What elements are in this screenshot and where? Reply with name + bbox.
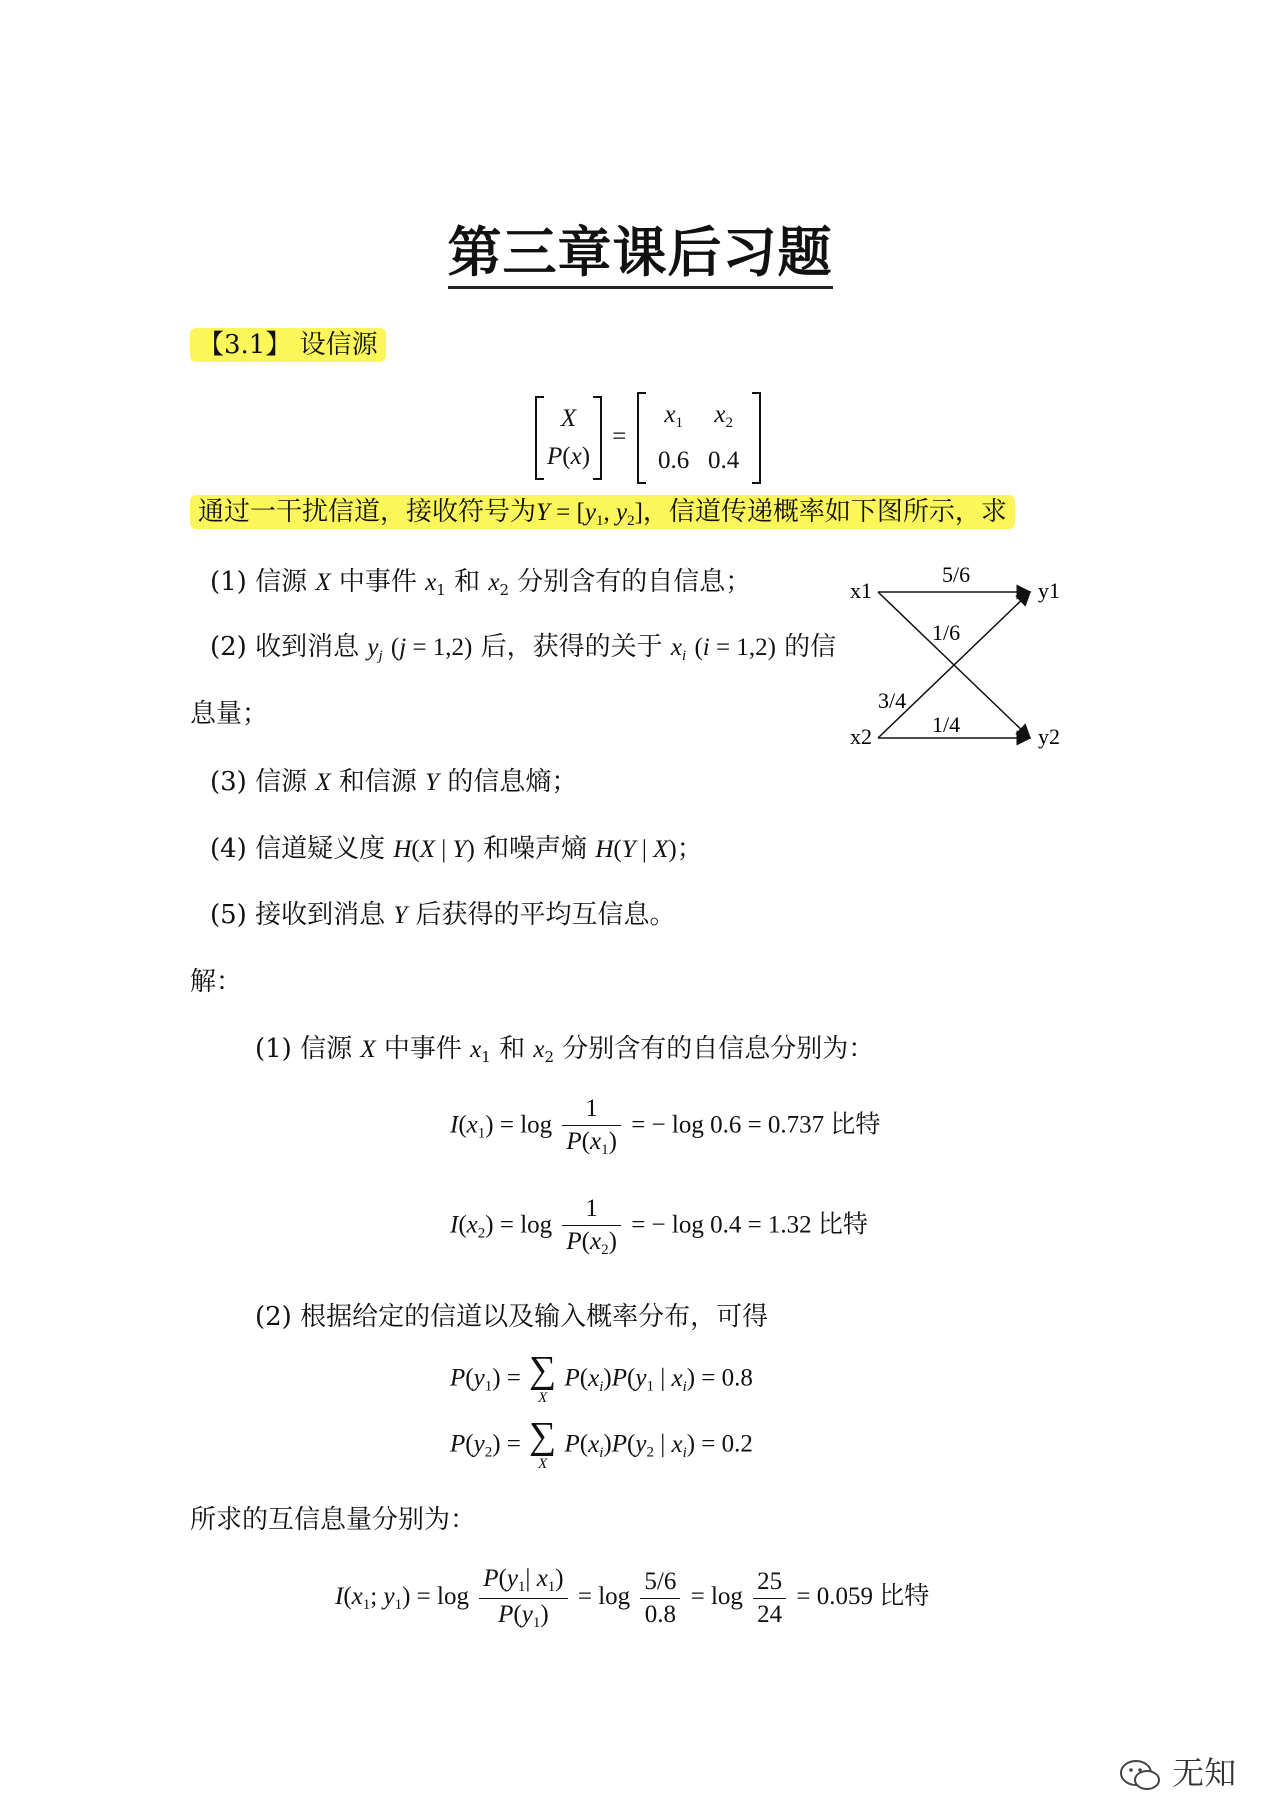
prob-5-6: 5/6 bbox=[942, 562, 971, 587]
matrix-left: X P(x) bbox=[535, 396, 602, 480]
equation-5: $I(x_1$; $y_1) = \log$ $\frac{P(y_1| x_1)}{P(y_1)}$ = log $\frac{5/6}{0.8}$ = log $\frac{25}{24}$ = 0.059 比特 bbox=[335, 1565, 930, 1631]
equation-3: $P(y_1)$ = ∑ X $P(x_i)P(y_1$ | $x_i) = 0.8$ bbox=[450, 1349, 753, 1406]
mutual-info-intro: 所求的互信息量分别为： bbox=[190, 1505, 477, 1535]
question-2-cont: 息量； bbox=[190, 699, 269, 729]
solution-label: 解： bbox=[190, 967, 243, 997]
equation-2: $I(x_2) = \log$ $\frac{1}{P(x_2)}$ = − log 0.4 = 1.32 比特 bbox=[450, 1195, 868, 1258]
source-matrix: X P(x) = $x_1$ $x_2$ 0.6 0.4 bbox=[535, 392, 761, 484]
channel-description: 通过一干扰信道，接收符号为$Y = [y_1$, $y_2$]，信道传递概率如下图所示，求 bbox=[190, 495, 1015, 538]
matrix-right: $x_1$ $x_2$ 0.6 0.4 bbox=[637, 392, 761, 484]
prob-3-4: 3/4 bbox=[878, 688, 907, 713]
node-y1: y1 bbox=[1038, 578, 1060, 603]
prob-1-6: 1/6 bbox=[932, 620, 961, 645]
question-1: (1) 信源 X 中事件 $x_1$ 和 $x_2$ 分别含有的自信息； bbox=[210, 567, 752, 599]
channel-diagram bbox=[840, 560, 1070, 760]
question-3: (3) 信源 X 和信源 Y 的信息熵； bbox=[210, 767, 578, 797]
node-x1: x1 bbox=[850, 578, 872, 603]
equation-4: $P(y_2)$ = ∑ X $P(x_i)P(y_2$ | $x_i) = 0.2$ bbox=[450, 1415, 753, 1472]
page-title: 第三章课后习题 bbox=[0, 210, 1280, 287]
solution-part1-intro: (1) 信源 X 中事件 $x_1$ 和 $x_2$ 分别含有的自信息分别为： bbox=[255, 1034, 875, 1066]
node-y2: y2 bbox=[1038, 724, 1060, 749]
question-5: (5) 接收到消息 Y 后获得的平均互信息。 bbox=[210, 900, 676, 930]
question-4: (4) 信道疑义度 H(X | Y) 和噪声熵 H(Y | X)； bbox=[210, 834, 703, 864]
equation-1: $I(x_1) = \log$ $\frac{1}{P(x_1)}$ = − log 0.6 = 0.737 比特 bbox=[450, 1095, 881, 1158]
question-2: (2) 收到消息 $y_j$ (j = 1,2) 后，获得的关于 $x_i$ (i = 1,2) 的信 bbox=[210, 632, 837, 664]
solution-part2-intro: (2) 根据给定的信道以及输入概率分布，可得 bbox=[255, 1302, 769, 1332]
prob-1-4: 1/4 bbox=[932, 712, 961, 737]
wechat-icon bbox=[1118, 1758, 1162, 1792]
watermark: 无知 bbox=[1118, 1748, 1236, 1794]
node-x2: x2 bbox=[850, 724, 872, 749]
problem-label: 【3.1】 设信源 bbox=[190, 328, 386, 362]
